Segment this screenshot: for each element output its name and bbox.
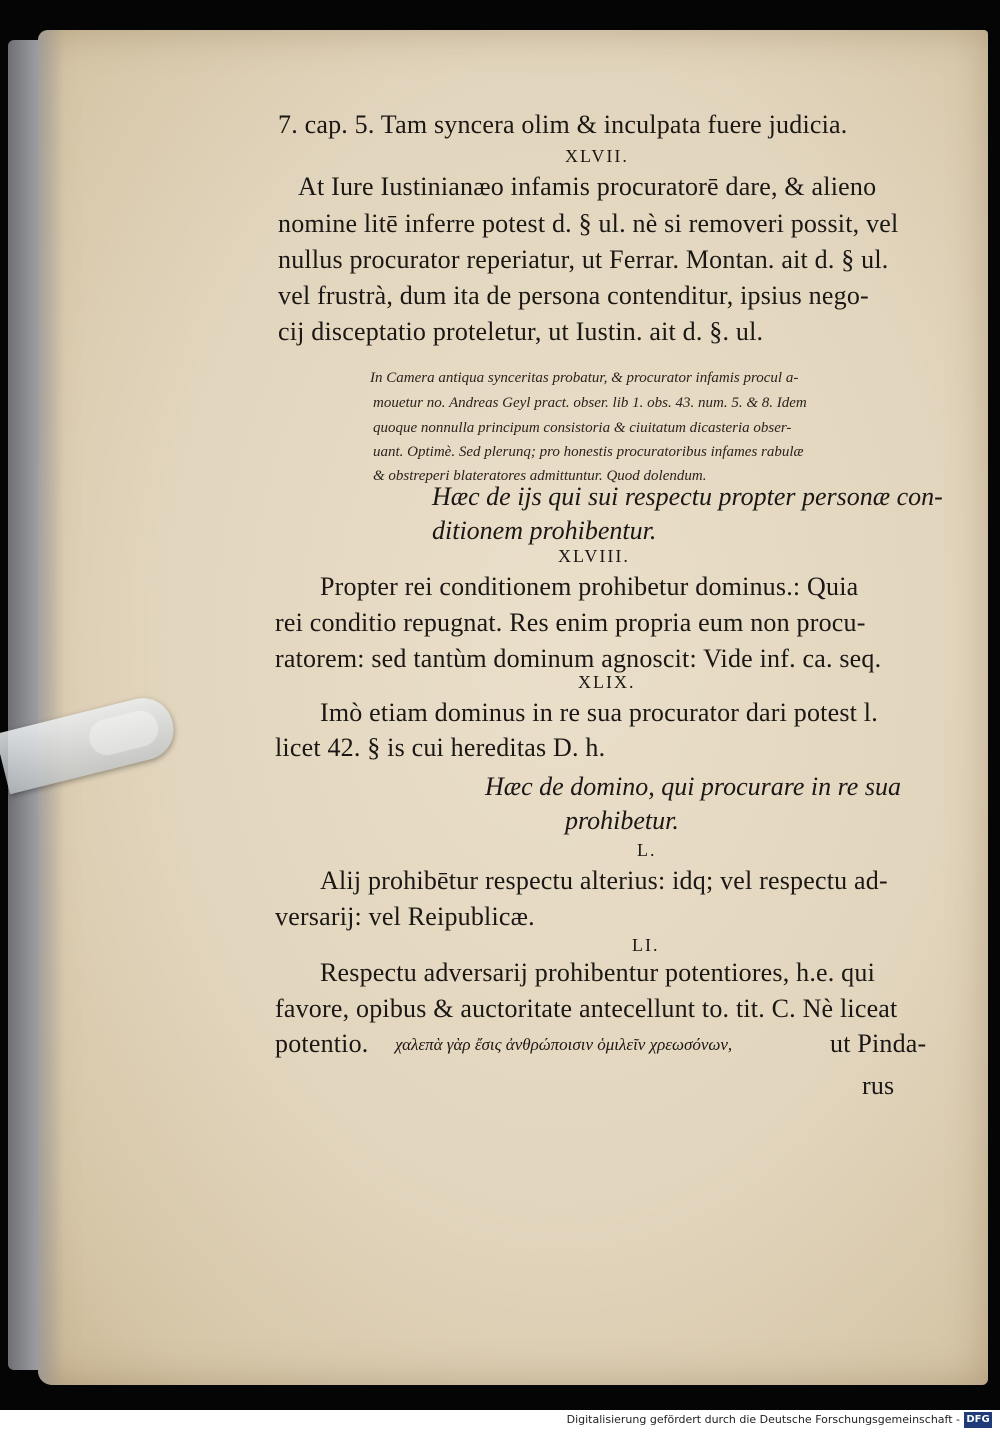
line-17: ratorem: sed tantùm dominum agnoscit: Vide inf. ca. seq.: [275, 644, 882, 673]
section-number-xlviii: XLVIII.: [558, 546, 630, 566]
section-number-xlix: XLIX.: [578, 672, 636, 692]
greek-quotation: χαλεπὰ γὰρ ἔσις ἀνθρώποισιν ὁμιλεῖν χρεωσόνων,: [395, 1035, 733, 1054]
line-24: Alij prohibētur respectu alterius: idq; vel respectu ad-: [320, 866, 888, 895]
dfg-logo: DFG: [964, 1412, 992, 1428]
line-22: prohibetur.: [565, 806, 679, 835]
note-line-8: mouetur no. Andreas Geyl pract. obser. lib 1. obs. 43. num. 5. & 8. Idem: [373, 395, 807, 411]
line-31: ut Pinda-: [830, 1029, 927, 1058]
line-13: ditionem prohibentur.: [432, 516, 657, 545]
line-29: potentio.: [275, 1029, 369, 1058]
line-12: Hæc de ijs qui sui respectu propter personæ con-: [432, 482, 943, 511]
line-27: Respectu adversarij prohibentur potentiores, h.e. qui: [320, 958, 876, 987]
section-number-xlvii: XLVII.: [565, 146, 629, 166]
line-16: rei conditio repugnat. Res enim propria eum non procu-: [275, 608, 866, 637]
note-line-9: quoque nonnulla principum consistoria & ciuitatum dicasteria obser-: [373, 420, 792, 436]
line-19: Imò etiam dominus in re sua procurator dari potest l.: [320, 698, 878, 727]
line-15: Propter rei conditionem prohibetur dominus.: Quia: [320, 572, 859, 601]
line-21: Hæc de domino, qui procurare in re sua: [485, 772, 901, 801]
footer-credit: Digitalisierung gefördert durch die Deutsche Forschungsgemeinschaft -: [566, 1413, 960, 1426]
section-number-li: LI.: [632, 935, 660, 955]
line-6: cij disceptatio proteletur, ut Iustin. ait d. §. ul.: [278, 317, 764, 346]
catchword: rus: [862, 1071, 895, 1100]
clip-highlight: [85, 707, 162, 759]
section-number-l: L.: [637, 840, 657, 860]
line-20: licet 42. § is cui hereditas D. h.: [275, 733, 606, 762]
line-4: nullus procurator reperiatur, ut Ferrar. Montan. ait d. § ul.: [278, 245, 889, 274]
line-3: nomine litē inferre potest d. § ul. nè si removeri possit, vel: [278, 209, 899, 238]
line-0: 7. cap. 5. Tam syncera olim & inculpata fuere judicia.: [278, 110, 848, 139]
note-line-7: In Camera antiqua synceritas probatur, & procurator infamis procul a-: [370, 370, 799, 386]
line-28: favore, opibus & auctoritate antecellunt to. tit. C. Nè liceat: [275, 994, 898, 1023]
line-25: versarij: vel Reipublicæ.: [275, 902, 535, 931]
note-line-10: uant. Optimè. Sed plerunq; pro honestis procuratoribus infames rabulæ: [373, 444, 804, 460]
page-left-edge: [38, 30, 64, 1385]
line-5: vel frustrà, dum ita de persona contenditur, ipsius nego-: [278, 281, 869, 310]
note-line-11: & obstreperi blateratores admittuntur. Quod dolendum.: [373, 468, 707, 484]
line-2: At Iure Iustinianæo infamis procuratorē dare, & alieno: [298, 172, 877, 201]
